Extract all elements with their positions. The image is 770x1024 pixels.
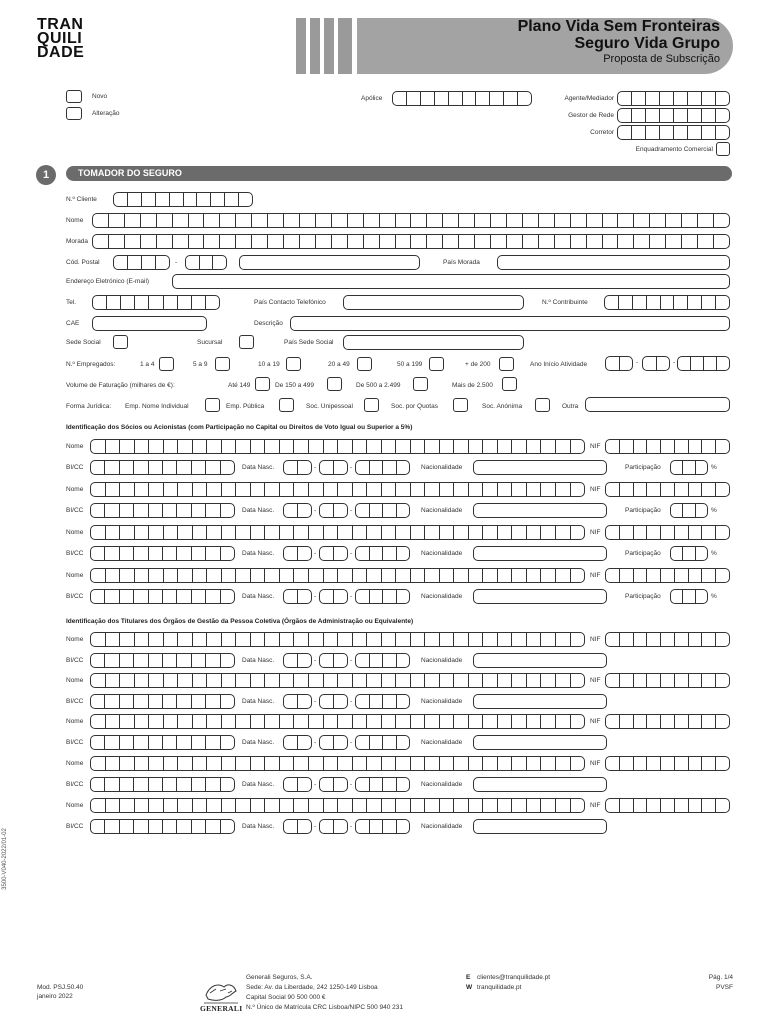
nome-label: Nome [66, 217, 84, 224]
data-nasc-label: Data Nasc. [242, 739, 275, 746]
data-nasc-dash: - [314, 823, 317, 830]
nif-label: NIF [590, 677, 601, 684]
data-nasc-dash: - [350, 657, 353, 664]
footer-web-label: W [466, 984, 473, 991]
nif-field[interactable] [605, 568, 730, 583]
data-nasc-month[interactable] [319, 735, 348, 750]
data-nasc-label: Data Nasc. [242, 593, 275, 600]
nome-label: Nome [66, 677, 84, 684]
data-nasc-dash: - [314, 781, 317, 788]
header-title: Plano Vida Sem Fronteiras [517, 18, 720, 35]
empregados-20-49-checkbox[interactable] [357, 357, 372, 371]
footer-mod: Mod. PSJ.50.40 [37, 984, 84, 991]
nif-label: NIF [590, 529, 601, 536]
nacionalidade-label: Nacionalidade [421, 823, 463, 830]
n-cliente-field[interactable] [113, 192, 253, 207]
empregados-10-19-checkbox[interactable] [286, 357, 301, 371]
section-title: TOMADOR DO SEGURO [78, 168, 182, 178]
forma-anonima-label: Soc. Anónima [482, 403, 523, 410]
nif-field[interactable] [605, 525, 730, 540]
footer-date: janeiro 2022 [37, 993, 73, 1000]
forma-anonima-checkbox[interactable] [535, 398, 550, 412]
bicc-field[interactable] [90, 503, 235, 518]
volume-499-label: De 150 a 499 [275, 382, 315, 389]
cod-postal-field-2[interactable] [185, 255, 227, 270]
data-nasc-day[interactable] [283, 589, 312, 604]
data-nasc-month[interactable] [319, 589, 348, 604]
footer-sede: Sede: Av. da Liberdade, 242 1250-149 Lisboa [246, 984, 378, 991]
data-nasc-dash: - [350, 781, 353, 788]
bicc-label: BI/CC [66, 550, 84, 557]
empregados-50-199-checkbox[interactable] [429, 357, 444, 371]
nome-label: Nome [66, 529, 84, 536]
bicc-field[interactable] [90, 735, 235, 750]
ano-inicio-dash-1: - [636, 359, 639, 366]
cae-label: CAE [66, 320, 80, 327]
data-nasc-year[interactable] [355, 460, 410, 475]
nacionalidade-label: Nacionalidade [421, 464, 463, 471]
n-cliente-label: N.º Cliente [66, 196, 97, 203]
empregados-label: N.º Empregados: [66, 361, 116, 368]
ano-inicio-label: Ano Início Atividade [530, 361, 588, 368]
bicc-field[interactable] [90, 653, 235, 668]
pais-morada-field[interactable] [497, 255, 730, 270]
nome-label: Nome [66, 636, 84, 643]
alteracao-label: Alteração [92, 110, 120, 117]
volume-2500-label: Mais de 2.500 [452, 382, 493, 389]
data-nasc-day[interactable] [283, 653, 312, 668]
footer-matricula: N.º Único de Matrícula CRC Lisboa/NIPC 500 940 231 [246, 1004, 404, 1011]
footer-code: PVSF [716, 984, 733, 991]
sucursal-checkbox[interactable] [239, 335, 254, 349]
data-nasc-day[interactable] [283, 777, 312, 792]
nacionalidade-label: Nacionalidade [421, 781, 463, 788]
nome-label: Nome [66, 486, 84, 493]
pais-sede-label: País Sede Social [284, 339, 334, 346]
data-nasc-dash: - [314, 657, 317, 664]
nacionalidade-field[interactable] [473, 694, 607, 709]
participacao-field[interactable] [670, 503, 708, 518]
bicc-field[interactable] [90, 819, 235, 834]
footer-page: Pág. 1/4 [708, 974, 733, 981]
participacao-label: Participação [625, 550, 661, 557]
data-nasc-dash: - [350, 593, 353, 600]
nome-field[interactable] [90, 756, 585, 771]
nif-field[interactable] [605, 714, 730, 729]
nacionalidade-field[interactable] [473, 735, 607, 750]
bicc-label: BI/CC [66, 781, 84, 788]
cod-postal-field-1[interactable] [113, 255, 170, 270]
participacao-label: Participação [625, 593, 661, 600]
nif-label: NIF [590, 718, 601, 725]
data-nasc-label: Data Nasc. [242, 657, 275, 664]
email-field[interactable] [172, 274, 730, 289]
bicc-label: BI/CC [66, 593, 84, 600]
data-nasc-dash: - [314, 464, 317, 471]
data-nasc-dash: - [314, 593, 317, 600]
nif-contribuinte-field[interactable] [604, 295, 730, 310]
side-form-code: 3500-V040-2022/01-02 [1, 828, 8, 890]
novo-checkbox[interactable] [66, 90, 82, 103]
footer-web[interactable]: tranquilidade.pt [477, 984, 522, 991]
data-nasc-dash: - [314, 739, 317, 746]
participacao-label: Participação [625, 507, 661, 514]
volume-2499-label: De 500 a 2.499 [356, 382, 401, 389]
data-nasc-dash: - [350, 698, 353, 705]
data-nasc-year[interactable] [355, 777, 410, 792]
nif-label: NIF [590, 636, 601, 643]
ano-inicio-month[interactable] [642, 356, 670, 371]
data-nasc-year[interactable] [355, 653, 410, 668]
participacao-field[interactable] [670, 460, 708, 475]
data-nasc-year[interactable] [355, 546, 410, 561]
nacionalidade-label: Nacionalidade [421, 550, 463, 557]
nif-field[interactable] [605, 632, 730, 647]
nome-label: Nome [66, 572, 84, 579]
bicc-field[interactable] [90, 694, 235, 709]
forma-label: Forma Jurídica: [66, 403, 112, 410]
nif-field[interactable] [605, 673, 730, 688]
participacao-label: Participação [625, 464, 661, 471]
forma-outra-field[interactable] [585, 397, 730, 412]
cod-postal-label: Cód. Postal [66, 259, 100, 266]
empregados-1-4-checkbox[interactable] [159, 357, 174, 371]
bicc-label: BI/CC [66, 739, 84, 746]
forma-publica-checkbox[interactable] [279, 398, 294, 412]
email-label: Endereço Eletrónico (E-mail) [66, 278, 150, 285]
tel-label: Tel. [66, 299, 77, 306]
data-nasc-dash: - [350, 739, 353, 746]
nome-label: Nome [66, 760, 84, 767]
nacionalidade-label: Nacionalidade [421, 593, 463, 600]
forma-quotas-label: Soc. por Quotas [391, 403, 438, 410]
data-nasc-month[interactable] [319, 546, 348, 561]
data-nasc-day[interactable] [283, 694, 312, 709]
footer-email-label: E [466, 974, 471, 981]
socios-heading: Identificação dos Sócios ou Acionistas (com Participação no Capital ou Direitos de Voto Igual ou Superior a 5%) [66, 424, 413, 431]
bicc-field[interactable] [90, 777, 235, 792]
volume-label: Volume de Faturação (milhares de €): [66, 382, 175, 389]
empregados-5-9-label: 5 a 9 [193, 361, 208, 368]
sede-social-checkbox[interactable] [113, 335, 128, 349]
nif-contribuinte-label: N.º Contribuinte [542, 299, 588, 306]
volume-2500-checkbox[interactable] [502, 377, 517, 391]
forma-outra-label: Outra [562, 403, 579, 410]
data-nasc-dash: - [350, 823, 353, 830]
nacionalidade-field[interactable] [473, 589, 607, 604]
percent-label: % [711, 550, 717, 557]
data-nasc-year[interactable] [355, 735, 410, 750]
pais-contacto-field[interactable] [343, 295, 524, 310]
forma-publica-label: Emp. Pública [226, 403, 265, 410]
nacionalidade-field[interactable] [473, 819, 607, 834]
gestor-field[interactable] [617, 108, 730, 123]
data-nasc-day[interactable] [283, 460, 312, 475]
nif-label: NIF [590, 572, 601, 579]
empregados-1-4-label: 1 a 4 [140, 361, 155, 368]
bicc-label: BI/CC [66, 464, 84, 471]
header-stripes [296, 18, 356, 74]
nacionalidade-label: Nacionalidade [421, 739, 463, 746]
data-nasc-day[interactable] [283, 819, 312, 834]
nome-field[interactable] [92, 213, 730, 228]
agente-label: Agente/Mediador [564, 95, 614, 102]
alteracao-checkbox[interactable] [66, 107, 82, 120]
generali-logo: GENERALI [200, 975, 242, 1015]
nome-field[interactable] [90, 439, 585, 454]
descricao-label: Descrição [254, 320, 283, 327]
ano-inicio-dash-2: - [673, 359, 676, 366]
pais-sede-field[interactable] [343, 335, 524, 350]
nome-label: Nome [66, 718, 84, 725]
volume-149-label: Até 149 [228, 382, 251, 389]
footer-company: Generali Seguros, S.A. [246, 974, 313, 981]
nif-label: NIF [590, 760, 601, 767]
section-number-badge: 1 [36, 165, 56, 185]
nif-field[interactable] [605, 439, 730, 454]
nome-field[interactable] [90, 568, 585, 583]
data-nasc-month[interactable] [319, 653, 348, 668]
volume-149-checkbox[interactable] [255, 377, 270, 391]
nome-field[interactable] [90, 632, 585, 647]
forma-unipessoal-label: Soc. Unipessoal [306, 403, 353, 410]
bicc-label: BI/CC [66, 823, 84, 830]
cae-field[interactable] [92, 316, 207, 331]
data-nasc-month[interactable] [319, 503, 348, 518]
volume-499-checkbox[interactable] [327, 377, 342, 391]
percent-label: % [711, 593, 717, 600]
bicc-label: BI/CC [66, 698, 84, 705]
bicc-field[interactable] [90, 589, 235, 604]
nome-field[interactable] [90, 673, 585, 688]
volume-2499-checkbox[interactable] [413, 377, 428, 391]
morada-label: Morada [66, 238, 89, 245]
data-nasc-label: Data Nasc. [242, 464, 275, 471]
bicc-label: BI/CC [66, 657, 84, 664]
percent-label: % [711, 507, 717, 514]
empregados-50-199-label: 50 a 199 [397, 361, 423, 368]
localidade-field[interactable] [239, 255, 420, 270]
titulares-heading: Identificação dos Titulares dos Órgãos de Gestão da Pessoa Coletiva (Órgãos de Administração ou Equivalente) [66, 618, 414, 625]
nome-field[interactable] [90, 482, 585, 497]
descricao-field[interactable] [290, 316, 730, 331]
empregados-200-label: + de 200 [465, 361, 491, 368]
gestor-label: Gestor de Rede [568, 112, 614, 119]
footer-email[interactable]: clientes@tranquilidade.pt [477, 974, 551, 981]
data-nasc-dash: - [350, 507, 353, 514]
corretor-field[interactable] [617, 125, 730, 140]
empregados-200-checkbox[interactable] [499, 357, 514, 371]
enquadramento-label: Enquadramento Comercial [635, 146, 713, 153]
data-nasc-dash: - [314, 507, 317, 514]
data-nasc-label: Data Nasc. [242, 550, 275, 557]
participacao-field[interactable] [670, 589, 708, 604]
data-nasc-dash: - [314, 698, 317, 705]
data-nasc-year[interactable] [355, 589, 410, 604]
data-nasc-day[interactable] [283, 546, 312, 561]
data-nasc-month[interactable] [319, 460, 348, 475]
data-nasc-label: Data Nasc. [242, 507, 275, 514]
forma-quotas-checkbox[interactable] [453, 398, 468, 412]
data-nasc-year[interactable] [355, 819, 410, 834]
bicc-field[interactable] [90, 546, 235, 561]
data-nasc-dash: - [350, 464, 353, 471]
data-nasc-month[interactable] [319, 819, 348, 834]
data-nasc-label: Data Nasc. [242, 823, 275, 830]
nome-field[interactable] [90, 525, 585, 540]
data-nasc-label: Data Nasc. [242, 698, 275, 705]
nome-field[interactable] [90, 798, 585, 813]
sucursal-label: Sucursal [197, 339, 223, 346]
percent-label: % [711, 464, 717, 471]
apolice-label: Apólice [361, 95, 383, 102]
forma-individual-label: Emp. Nome Individual [125, 403, 189, 410]
nif-field[interactable] [605, 756, 730, 771]
nacionalidade-field[interactable] [473, 653, 607, 668]
footer-capital: Capital Social 90 500 000 € [246, 994, 326, 1001]
tranquilidade-logo: TRAN QUILI DADE [37, 16, 85, 61]
nome-field[interactable] [90, 714, 585, 729]
nif-label: NIF [590, 443, 601, 450]
data-nasc-day[interactable] [283, 503, 312, 518]
data-nasc-month[interactable] [319, 694, 348, 709]
apolice-field[interactable] [392, 91, 532, 106]
pais-morada-label: País Morada [443, 259, 480, 266]
cod-postal-dash: - [175, 259, 178, 266]
bicc-field[interactable] [90, 460, 235, 475]
data-nasc-day[interactable] [283, 735, 312, 750]
participacao-field[interactable] [670, 546, 708, 561]
nome-label: Nome [66, 802, 84, 809]
data-nasc-label: Data Nasc. [242, 781, 275, 788]
morada-field[interactable] [92, 234, 730, 249]
nacionalidade-field[interactable] [473, 777, 607, 792]
forma-unipessoal-checkbox[interactable] [364, 398, 379, 412]
corretor-label: Corretor [590, 129, 614, 136]
header-form-name: Proposta de Subscrição [603, 53, 720, 65]
nacionalidade-label: Nacionalidade [421, 698, 463, 705]
nif-field[interactable] [605, 798, 730, 813]
data-nasc-year[interactable] [355, 503, 410, 518]
enquadramento-checkbox[interactable] [716, 142, 730, 156]
ano-inicio-year[interactable] [677, 356, 730, 371]
nif-field[interactable] [605, 482, 730, 497]
agente-field[interactable] [617, 91, 730, 106]
data-nasc-year[interactable] [355, 694, 410, 709]
sede-social-label: Sede Social [66, 339, 101, 346]
nacionalidade-field[interactable] [473, 546, 607, 561]
ano-inicio-day[interactable] [605, 356, 633, 371]
nacionalidade-label: Nacionalidade [421, 507, 463, 514]
nome-label: Nome [66, 443, 84, 450]
pais-contacto-label: País Contacto Telefónico [254, 299, 326, 306]
novo-label: Novo [92, 93, 108, 100]
data-nasc-dash: - [314, 550, 317, 557]
data-nasc-dash: - [350, 550, 353, 557]
bicc-label: BI/CC [66, 507, 84, 514]
empregados-20-49-label: 20 a 49 [328, 361, 350, 368]
nif-label: NIF [590, 802, 601, 809]
data-nasc-month[interactable] [319, 777, 348, 792]
nif-label: NIF [590, 486, 601, 493]
nacionalidade-field[interactable] [473, 460, 607, 475]
header-subtitle-product: Seguro Vida Grupo [574, 35, 720, 52]
nacionalidade-label: Nacionalidade [421, 657, 463, 664]
nacionalidade-field[interactable] [473, 503, 607, 518]
forma-individual-checkbox[interactable] [205, 398, 220, 412]
empregados-5-9-checkbox[interactable] [215, 357, 230, 371]
empregados-10-19-label: 10 a 19 [258, 361, 280, 368]
tel-field[interactable] [92, 295, 220, 310]
